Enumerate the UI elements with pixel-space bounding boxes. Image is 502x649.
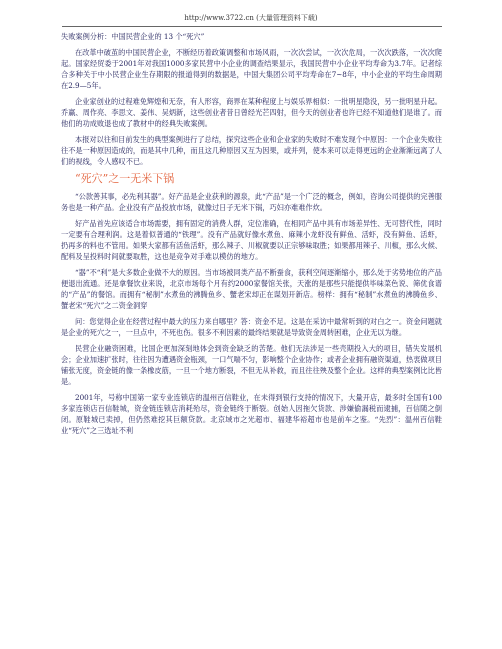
paragraph: “公款善其事，必先利其器”。好产品是企业获利的源泉，此“产品”是一个广泛的概念，例如，咨询公司提供的完善服务也是一种产品。企业没有产品投放市场，就像过日子无米下锅，巧妇亦难难作炊。 <box>61 192 442 212</box>
paragraph: “器”不“利”是大多数企业做不大的原因。当市场被同类产品不断蚕食，获利空间逐渐缩小，那么处于劣势地位的产品便退出流通。还是拿餐饮业来说，北京市场每个月有约2000家餐馆关张，天涨的是那些只能提供毕味菜色说、筛优食谱的“产品”的餐馆。而拥有“秘制”水煮鱼的沸腾鱼乡、蟹老宋却正在谋划开新店。榜样：拥有“秘制”水煮鱼的沸腾鱼乡、蟹老宋“死穴”之二资金洞穿 <box>61 268 442 310</box>
page-header[interactable]: http://www.3722.cn (大量管理资料下载) <box>184 14 318 22</box>
paragraph: 问：您觉得企业在经营过程中最大的压力来自哪里？答：资金不足。这是在采访中最常听到的对白之一。资金问题就是企业的死穴之一，一旦点中，不死也伤。很多不利因素的最终结果就是导致资金周转困难，企业无以为继。 <box>61 317 442 337</box>
paragraph: 好产品首先应该适合市场需要，拥有固定的消费人群，定位准确，在相同产品中具有市场差异性、无可替代性，同时一定要有合理利润。这是着似普通的“铁理”。没有产品就好像水煮鱼、麻辣小龙虾没有鲜鱼、活虾，没有鲜鱼、活虾，扔再多的料也不管用。如果大家都有活鱼活虾，那么辣子、川椒就要以正宗够味取胜；如果都用辣子、川椒，那么火候、配料及呈投料时间就要取胜，这也是竞争对手难以模仿的地方。 <box>61 219 442 261</box>
paragraph: 在改革中破茧的中国民营企业，不断经历着政策调整和市场风雨，一次次尝试，一次次危局，一次次跌落，一次次爬起。国家经贸委于2001年对我国1000多家民营中小企业的调查结果显示，我国民营中小企业平均寿命为3.7年。记者综合多种关于中小民营企业生存期限的报道得到的数据是，中国大集团公司平均寿命在7~8年，中小企业的平均生命周期在2.9—5年。 <box>61 48 442 90</box>
paragraph: 本报对以往和目前发生的典型案例进行了总结，探究这些企业和企业家的失败时不难发现个中原因：一个企业失败往往不是一种原因造成的，而是其中几种，而且这几种原因又互为因果，或并列，使本来可以走得更远的企业渐渐远离了人们的视线，令人感叹不已。 <box>61 135 442 166</box>
article-body <box>61 31 442 441</box>
paragraph: 2001年，号称中国第一家专业连锁店的温州百信鞋业，在未得到银行支持的情况下，大量开店，最多时全国有100多家连锁店百信鞋城，资金链连锁店消耗殆尽，资金链终于断裂。创始人因拖欠货款、涉嫌偷漏税而逮捕，百信随之倒闭。原鞋城已卖掉，但仍然难挖其巨额贷款。北京域市之光超市、福建华裕超市也是前车之鉴。“先烈”：温州百信鞋业“死穴”之三选址不利 <box>61 393 442 435</box>
article-intro: 失败案例分析：中国民营企业的 13 个“死穴” <box>61 32 205 41</box>
header-divider <box>62 26 442 27</box>
section-heading: “死穴”之一无米下锅 <box>75 172 175 185</box>
paragraph: 企业家创业的过程难免辉煌和无奈，有人形容，商界在某种程度上与娱乐界相似：一批明星隐没，另一批明星升起。乔赢、周作亮、李思文、姜伟、吴炳新，这些创业者昔日曾经光芒四射，但今天的创业者也许已经不知道他们是谁了。而他们的功成败退也成了教材中的经典失败案例。 <box>61 97 442 128</box>
paragraph: 民营企业融资困难，比国企更加深刻地体会到资金缺乏的苦楚。他们无法涉足一些壳期投入大的项目，错失发展机会；企业加速扩张时，往往因为遭遇资金瓶颈，一口气喘不匀，影响整个企业协作；或者企业拥有融资渠道，热衷做项目铺张无度，资金链的像一条橡皮筋，一旦一个地方断裂，不但无从补救，而且往往殃及整个企业。这样的典型案例比比皆是。 <box>61 344 442 386</box>
